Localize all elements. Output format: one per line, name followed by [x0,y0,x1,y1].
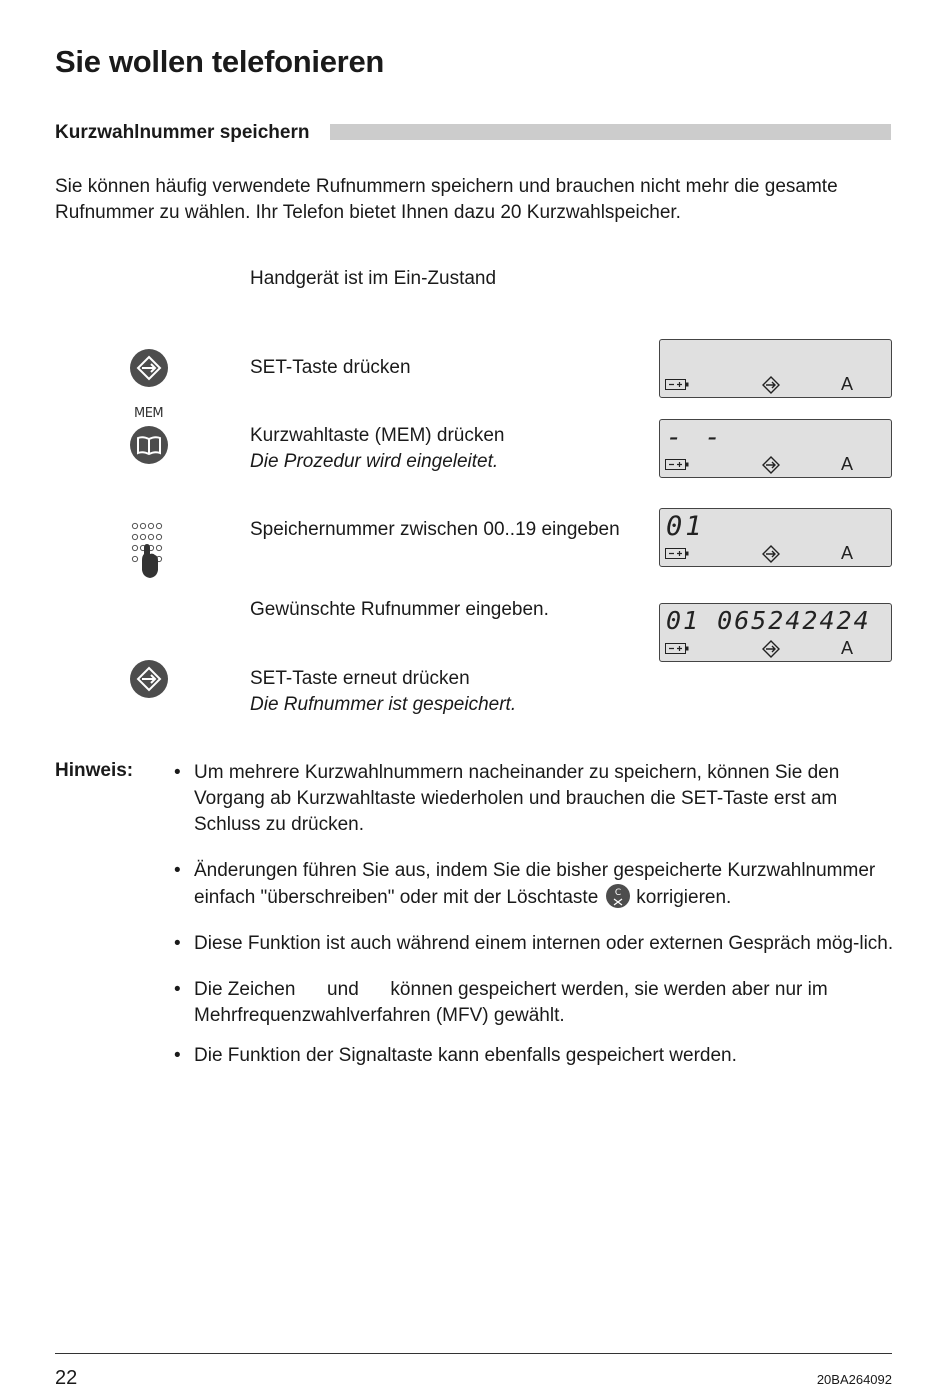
lcd-display [659,339,892,398]
page-number: 22 [55,1367,78,1387]
clear-key-icon [606,884,630,908]
mem-key-icon [130,426,168,464]
page-title: Sie wollen telefonieren [55,44,385,79]
set-symbol-icon [762,456,780,474]
step-text: Speichernummer zwischen 00..19 eingeben [250,519,620,540]
step-text: Kurzwahltaste (MEM) drücken Die Prozedur wird eingeleitet. [250,425,505,472]
step-text: Gewünschte Rufnummer eingeben. [250,599,549,620]
mode-indicator: A [841,374,854,394]
footer-divider [55,1353,892,1354]
battery-icon [665,378,689,391]
mode-indicator: A [841,543,854,563]
set-symbol-icon [762,640,780,658]
step-text: SET-Taste erneut drücken Die Rufnummer ist gespeichert. [250,668,517,715]
battery-icon [665,458,689,471]
lcd-display [659,603,892,662]
svg-text:C: C [615,888,622,898]
hinweis-label: Hinweis: [55,760,134,781]
set-key-icon [130,349,168,387]
battery-icon [665,642,689,655]
battery-icon [665,547,689,560]
hinweis-list [174,760,894,1069]
mode-indicator: A [841,454,854,474]
intro-paragraph: Sie können häufig verwendete Rufnummern speichern und brauchen nicht mehr die gesamte Rufnummer zu wählen. Ihr Telefon bietet Ihnen dazu 20 Kurzwahlspeicher. [55,176,838,223]
mem-key-label: MEM [134,406,164,421]
list-item: • Die Funktion der Signaltaste kann ebenfalls gespeichert werden. [174,1043,894,1069]
lcd-digits: - - [666,422,724,453]
lcd-display [659,419,892,478]
lcd-display [659,508,892,567]
document-code: 20BA264092 [816,1372,892,1387]
set-symbol-icon [762,376,780,394]
set-key-icon [130,660,168,698]
mode-indicator: A [841,638,854,658]
list-item: • Um mehrere Kurzwahlnummern nacheinander zu speichern, können Sie den Vorgang ab Kurzwahltaste wiederholen und brauchen die SET-Taste erst am Schluss zu drücken. [174,760,894,838]
list-item: • Änderungen führen Sie aus, indem Sie die bisher gespeicherte Kurzwahlnummer einfach "überschreiben" oder mit der Löschtaste C korrigieren. [174,858,894,911]
lcd-digits: 01 065242424 [666,606,871,635]
list-item: • Diese Funktion ist auch während einem internen oder externen Gespräch mög-lich. [174,931,894,957]
step-text: SET-Taste drücken [250,357,411,378]
list-item: • Die Zeichen und können gespeichert werden, sie werden aber nur im Mehrfrequenzwahlverfahren (MFV) gewählt. [174,977,894,1029]
set-symbol-icon [762,545,780,563]
step-text: Handgerät ist im Ein-Zustand [250,268,497,289]
lcd-digits: 01 [666,511,705,542]
section-title-bar [330,124,891,140]
section-title: Kurzwahlnummer speichern [55,122,310,143]
keypad-icon [131,520,171,582]
